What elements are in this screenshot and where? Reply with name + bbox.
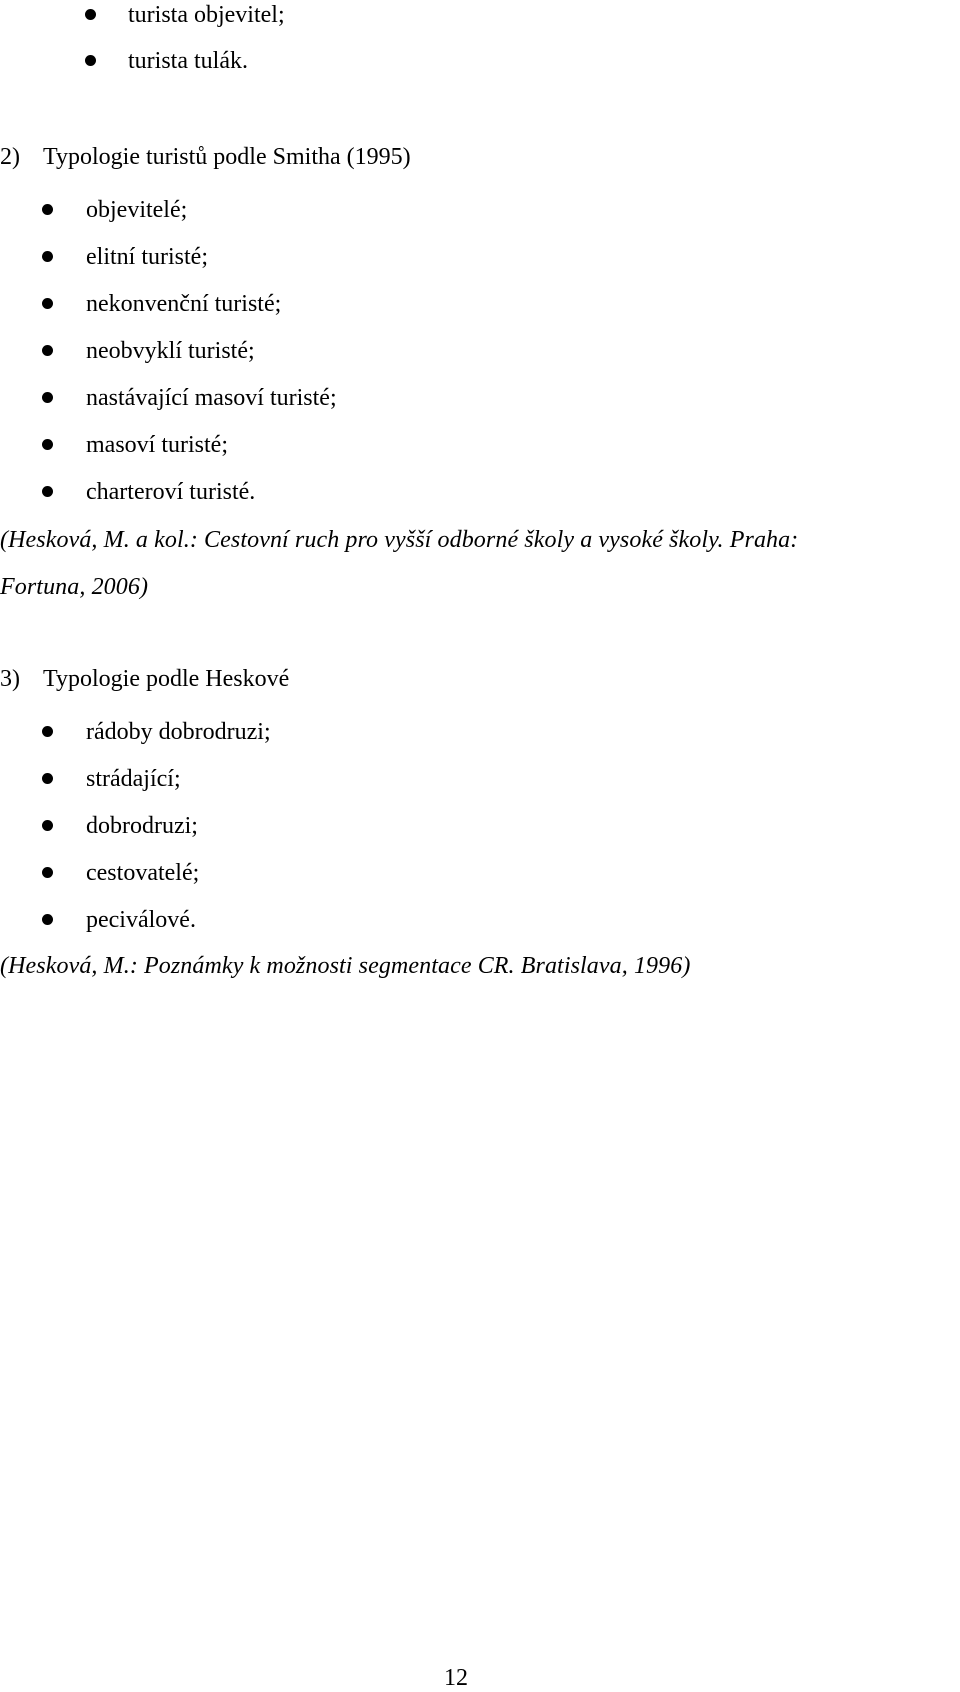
citation-line: (Hesková, M.: Poznámky k možnosti segmentace CR. Bratislava, 1996) xyxy=(0,953,691,979)
list-item-text: nekonvenční turisté; xyxy=(86,291,282,317)
bullet-icon xyxy=(42,251,53,262)
page-number: 12 xyxy=(444,1665,468,1691)
bullet-icon xyxy=(42,726,53,737)
bullet-icon xyxy=(42,820,53,831)
list-item-text: charteroví turisté. xyxy=(86,479,256,505)
section-title: Typologie podle Heskové xyxy=(43,666,290,692)
bullet-icon xyxy=(42,867,53,878)
citation-line: Fortuna, 2006) xyxy=(0,574,149,600)
bullet-icon xyxy=(42,773,53,784)
section-number: 3) xyxy=(0,666,20,692)
bullet-icon xyxy=(42,298,53,309)
list-item-text: nastávající masoví turisté; xyxy=(86,385,337,411)
list-item-text: elitní turisté; xyxy=(86,244,208,270)
bullet-icon xyxy=(85,55,96,66)
citation-line: (Hesková, M. a kol.: Cestovní ruch pro vyšší odborné školy a vysoké školy. Praha: xyxy=(0,527,799,553)
bullet-icon xyxy=(42,439,53,450)
list-item-text: turista objevitel; xyxy=(128,2,285,28)
list-item-text: masoví turisté; xyxy=(86,432,228,458)
list-item-text: turista tulák. xyxy=(128,48,248,74)
bullet-icon xyxy=(42,392,53,403)
list-item-text: dobrodruzi; xyxy=(86,813,198,839)
section-heading xyxy=(0,142,960,172)
list-item-text: peciválové. xyxy=(86,907,196,933)
list-item-text: neobvyklí turisté; xyxy=(86,338,255,364)
bullet-icon xyxy=(42,345,53,356)
section-title: Typologie turistů podle Smitha (1995) xyxy=(43,144,411,170)
bullet-icon xyxy=(42,204,53,215)
list-item-text: strádající; xyxy=(86,766,181,792)
bullet-icon xyxy=(85,9,96,20)
bullet-icon xyxy=(42,486,53,497)
list-item-text: objevitelé; xyxy=(86,197,188,223)
list-item-text: rádoby dobrodruzi; xyxy=(86,719,271,745)
list-item-text: cestovatelé; xyxy=(86,860,200,886)
section-heading xyxy=(0,664,960,694)
section-number: 2) xyxy=(0,144,20,170)
bullet-icon xyxy=(42,914,53,925)
